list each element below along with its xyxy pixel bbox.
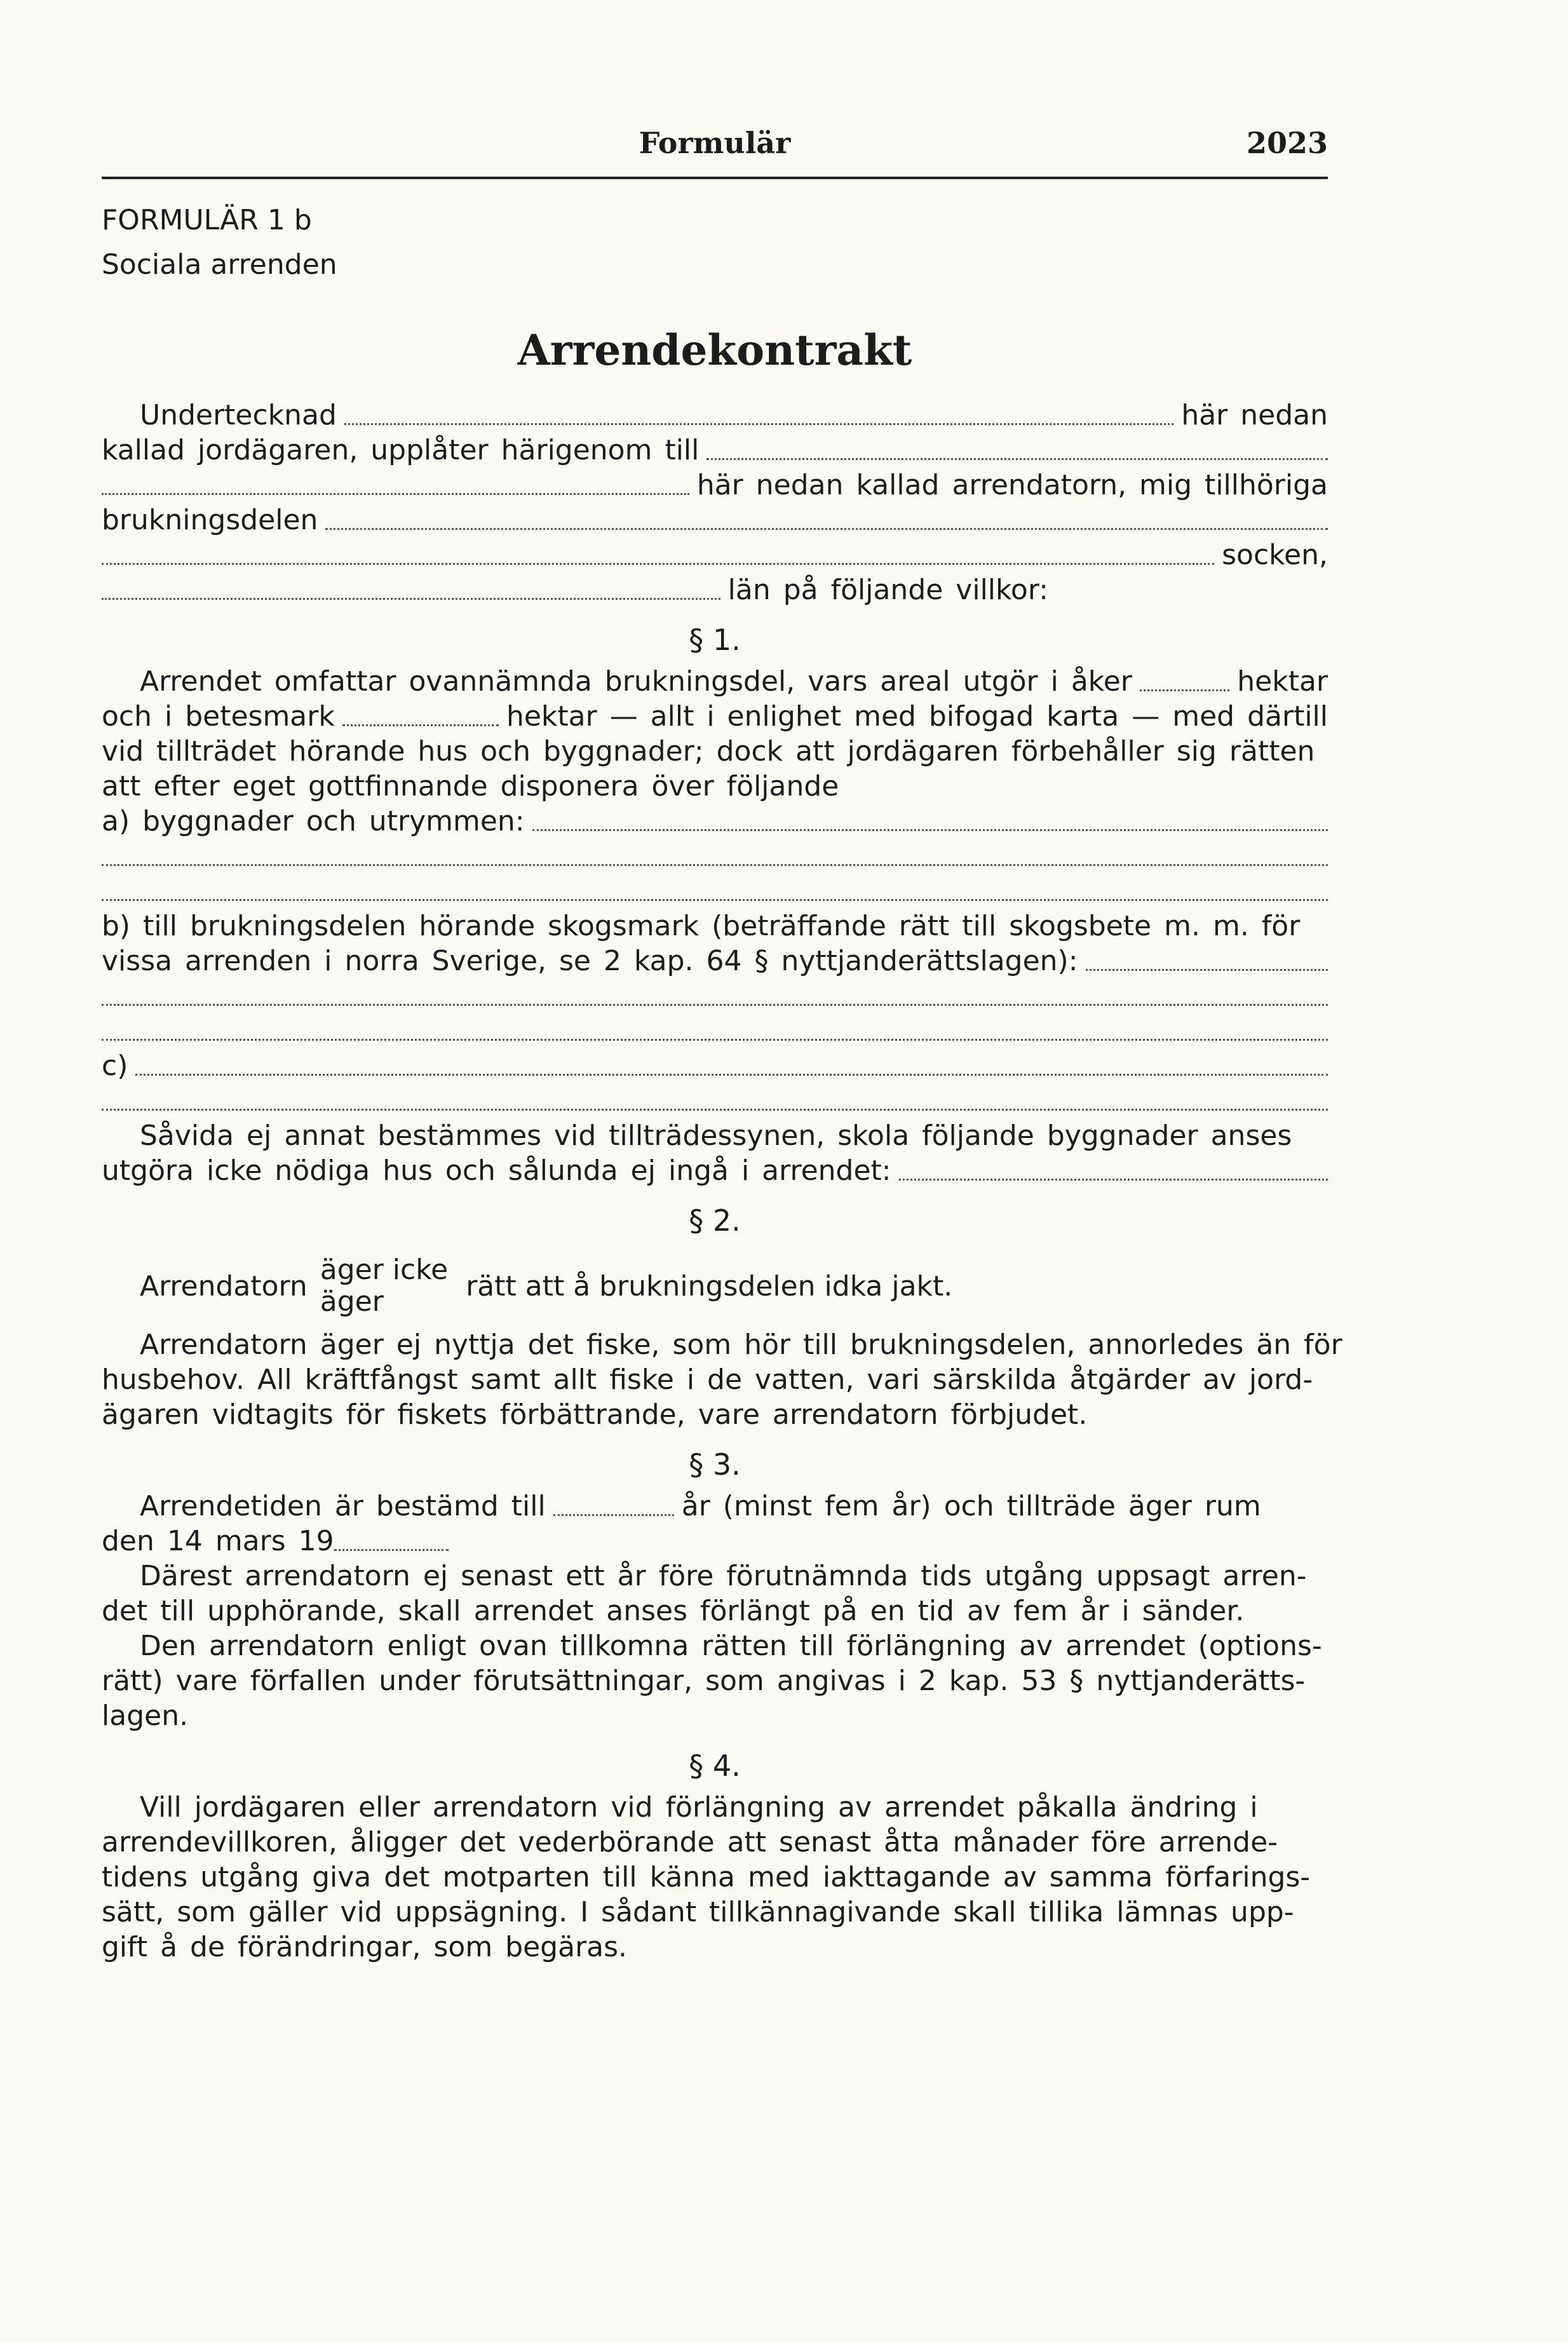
page-number: 2023: [1246, 126, 1328, 160]
tenant-name-field[interactable]: [706, 457, 1328, 460]
section-2-heading: § 2.: [689, 1203, 741, 1238]
s1-para-line-2: utgöra icke nödiga hus och sålunda ej ingå i arrendet:: [102, 1153, 1328, 1188]
intro-line-2: kallad jordägaren, upplåter härigenom till: [102, 433, 1328, 468]
buildings-field[interactable]: [532, 829, 1328, 831]
form-page: [102, 114, 1342, 1965]
s1-line-4: att efter eget gottfinnande disponera över följande: [102, 770, 839, 802]
owner-name-field[interactable]: [344, 423, 1173, 425]
form-number: FORMULÄR 1 b: [102, 204, 312, 236]
s1-line-1: Arrendet omfattar ovannämnda brukningsdel, vars areal utgör i åker hektar: [140, 665, 1328, 698]
hunting-options: [320, 1254, 448, 1318]
arable-hectares-field[interactable]: [1140, 689, 1229, 691]
s1-item-b-line-2: vissa arrenden i norra Sverige, se 2 kap. 64 § nyttjanderättslagen):: [102, 944, 1328, 978]
s4-para-line-5: gift å de förändringar, som begäras.: [102, 1931, 628, 1963]
s1-line-2: och i betesmark hektar — allt i enlighet med bifogad karta — med därtill: [102, 700, 1328, 733]
section-1-heading: § 1.: [689, 623, 741, 657]
forest-land-field[interactable]: [1086, 968, 1328, 971]
s2-para-line-1: Arrendatorn äger ej nyttja det fiske, som hör till brukningsdelen, annorledes än för: [140, 1329, 1342, 1361]
farm-unit-field[interactable]: [325, 527, 1328, 530]
s3-para-line-5: lagen.: [102, 1700, 189, 1732]
form-category: Sociala arrenden: [102, 248, 337, 281]
intro-line-1: Undertecknad här nedan: [140, 399, 1328, 431]
s1-item-c: c): [102, 1048, 1328, 1083]
running-header: [102, 114, 1328, 165]
s3-para-line-4: rätt) vare förfallen under förutsättningar, som angivas i 2 kap. 53 § nyttjanderätts-: [102, 1665, 1306, 1697]
s1-item-b-line-1: b) till brukningsdelen hörande skogsmark (beträffande rätt till skogsbete m. m. för: [102, 910, 1301, 942]
s1-blank-4: [102, 1013, 1328, 1048]
running-title: Formulär: [639, 126, 791, 160]
buildings-field-cont-2[interactable]: [102, 898, 1328, 901]
intro-line-3: här nedan kallad arrendatorn, mig tillhöriga: [102, 468, 1328, 503]
option-does-not-own[interactable]: äger icke: [320, 1254, 449, 1286]
start-year-field[interactable]: [334, 1548, 449, 1551]
s4-para-line-1: Vill jordägaren eller arrendatorn vid förlängning av arrendet påkalla ändring i: [140, 1791, 1258, 1824]
intro-line-4: brukningsdelen: [102, 503, 1328, 538]
s3-para-line-2: det till upphörande, skall arrendet anses förlängt på en tid av fem år i sänder.: [102, 1595, 1245, 1627]
s1-line-3: vid tillträdet hörande hus och byggnader; dock att jordägaren förbehåller sig rätten: [102, 735, 1315, 768]
intro-line-6: län på följande villkor:: [102, 572, 1328, 607]
forest-land-field-cont-2[interactable]: [102, 1038, 1328, 1041]
section-3-heading: § 3.: [689, 1447, 741, 1482]
option-owns[interactable]: äger: [320, 1285, 384, 1318]
s3-line-2: den 14 mars 19: [102, 1524, 1328, 1559]
s2-para-line-3: ägaren vidtagits för fiskets förbättrande, vare arrendatorn förbjudet.: [102, 1398, 1088, 1431]
item-c-field[interactable]: [135, 1073, 1328, 1076]
s3-para-line-3: Den arrendatorn enligt ovan tillkomna rätten till förlängning av arrendet (options-: [140, 1630, 1322, 1662]
tenant-name-field-cont[interactable]: [102, 492, 689, 495]
header-rule: [102, 177, 1328, 179]
s1-item-a: a) byggnader och utrymmen:: [102, 804, 1328, 839]
s1-blank-2: [102, 874, 1328, 909]
county-field[interactable]: [102, 597, 720, 600]
s4-para-line-2: arrendevillkoren, åligger det vederbörande att senast åtta månader före arrende-: [102, 1826, 1278, 1858]
s3-para-line-1: Därest arrendatorn ej senast ett år före förutnämnda tids utgång uppsagt arren-: [140, 1560, 1307, 1592]
s1-para-line-1: Såvida ej annat bestämmes vid tillträdessynen, skola följande byggnader anses: [140, 1120, 1292, 1152]
s4-para-line-3: tidens utgång giva det motparten till känna med iakttagande av samma förfarings-: [102, 1861, 1311, 1893]
hunting-rights-choice: Arrendatorn äger icke äger rätt att å brukningsdelen idka jakt.: [140, 1254, 953, 1318]
lease-years-field[interactable]: [553, 1513, 674, 1516]
section-4-heading: § 4.: [689, 1749, 741, 1783]
s1-blank-5: [102, 1083, 1328, 1118]
s2-para-line-2: husbehov. All kräftfångst samt allt fiske i de vatten, vari särskilda åtgärder av jord-: [102, 1364, 1313, 1396]
s4-para-line-4: sätt, som gäller vid uppsägning. I sådant tillkännagivande skall tillika lämnas upp-: [102, 1896, 1294, 1928]
document-title: Arrendekontrakt: [517, 325, 912, 375]
intro-line-5: socken,: [102, 538, 1328, 572]
s1-blank-3: [102, 978, 1328, 1013]
s1-blank-1: [102, 839, 1328, 874]
unneeded-buildings-field[interactable]: [899, 1178, 1328, 1181]
parish-field[interactable]: [102, 562, 1214, 565]
forest-land-field-cont-1[interactable]: [102, 1003, 1328, 1006]
buildings-field-cont-1[interactable]: [102, 863, 1328, 866]
s3-line-1: Arrendetiden är bestämd till år (minst fem år) och tillträde äger rum: [140, 1490, 1261, 1522]
pasture-hectares-field[interactable]: [342, 724, 499, 726]
item-c-field-cont[interactable]: [102, 1108, 1328, 1111]
